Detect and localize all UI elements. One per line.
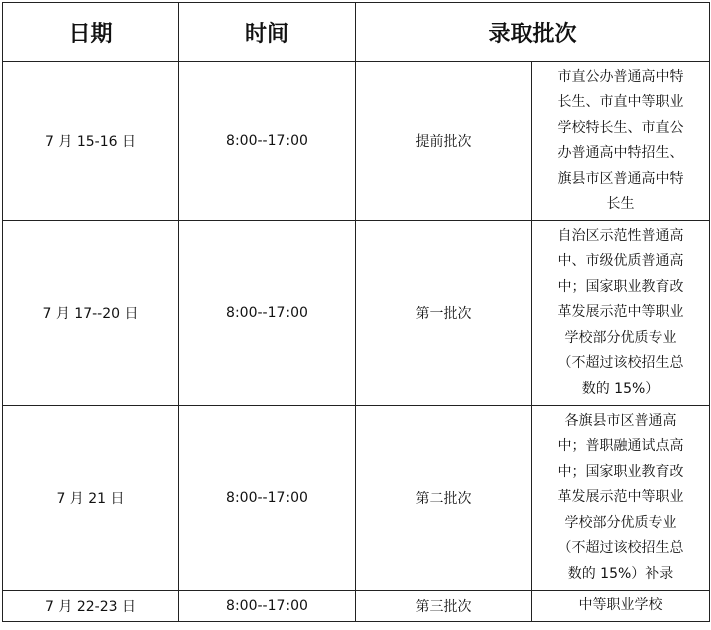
table-row xyxy=(3,221,710,406)
description-line: 各旗县市区普通高 xyxy=(564,412,677,429)
description-line: 中；国家职业教育改 xyxy=(557,463,684,480)
time-cell: 8:00--17:00 xyxy=(179,62,356,221)
batch-cell: 第二批次 xyxy=(356,406,532,591)
batch-cell: 第一批次 xyxy=(356,221,532,406)
batch-cell: 提前批次 xyxy=(356,62,532,221)
description-line: 学校部分优质专业 xyxy=(564,329,677,346)
time-cell: 8:00--17:00 xyxy=(179,406,356,591)
date-cell: 7 月 21 日 xyxy=(3,406,179,591)
description-line: 革发展示范中等职业 xyxy=(557,489,684,506)
time-cell: 8:00--17:00 xyxy=(179,591,356,622)
description-line: 长生、市直中等职业 xyxy=(557,94,684,110)
table-row xyxy=(3,406,710,591)
description-cell xyxy=(532,62,710,221)
description-line: 学校部分优质专业 xyxy=(564,514,677,531)
header-row xyxy=(3,3,710,62)
description-line: 数的 15%）补录 xyxy=(567,565,674,582)
description-line: 中等职业学校 xyxy=(578,597,663,614)
description-cell xyxy=(532,591,710,622)
description-line: 长生 xyxy=(606,196,635,212)
description-line: （不超过该校招生总 xyxy=(557,540,684,557)
description-line: 中；国家职业教育改 xyxy=(557,278,684,295)
table-row xyxy=(3,62,710,221)
date-cell: 7 月 17--20 日 xyxy=(3,221,179,406)
header-batch: 录取批次 xyxy=(356,3,710,62)
description-line: 数的 15%） xyxy=(581,380,660,397)
date-cell: 7 月 15-16 日 xyxy=(3,62,179,221)
date-cell: 7 月 22-23 日 xyxy=(3,591,179,622)
description-line: （不超过该校招生总 xyxy=(557,355,684,372)
description-line: 办普通高中特招生、 xyxy=(557,145,684,161)
admission-schedule-table xyxy=(2,2,710,622)
description-cell xyxy=(532,221,710,406)
description-cell xyxy=(532,406,710,591)
description-line: 市直公办普通高中特 xyxy=(557,68,684,85)
batch-cell: 第三批次 xyxy=(356,591,532,622)
description-line: 学校特长生、市直公 xyxy=(557,119,684,136)
header-time: 时间 xyxy=(179,3,356,62)
description-line: 中、市级优质普通高 xyxy=(557,253,684,270)
header-date: 日期 xyxy=(3,3,179,62)
description-line: 旗县市区普通高中特 xyxy=(557,170,684,187)
time-cell: 8:00--17:00 xyxy=(179,221,356,406)
description-line: 中；普职融通试点高 xyxy=(557,438,684,455)
table-row xyxy=(3,591,710,622)
description-line: 革发展示范中等职业 xyxy=(557,304,684,321)
description-line: 自治区示范性普通高 xyxy=(557,227,684,244)
